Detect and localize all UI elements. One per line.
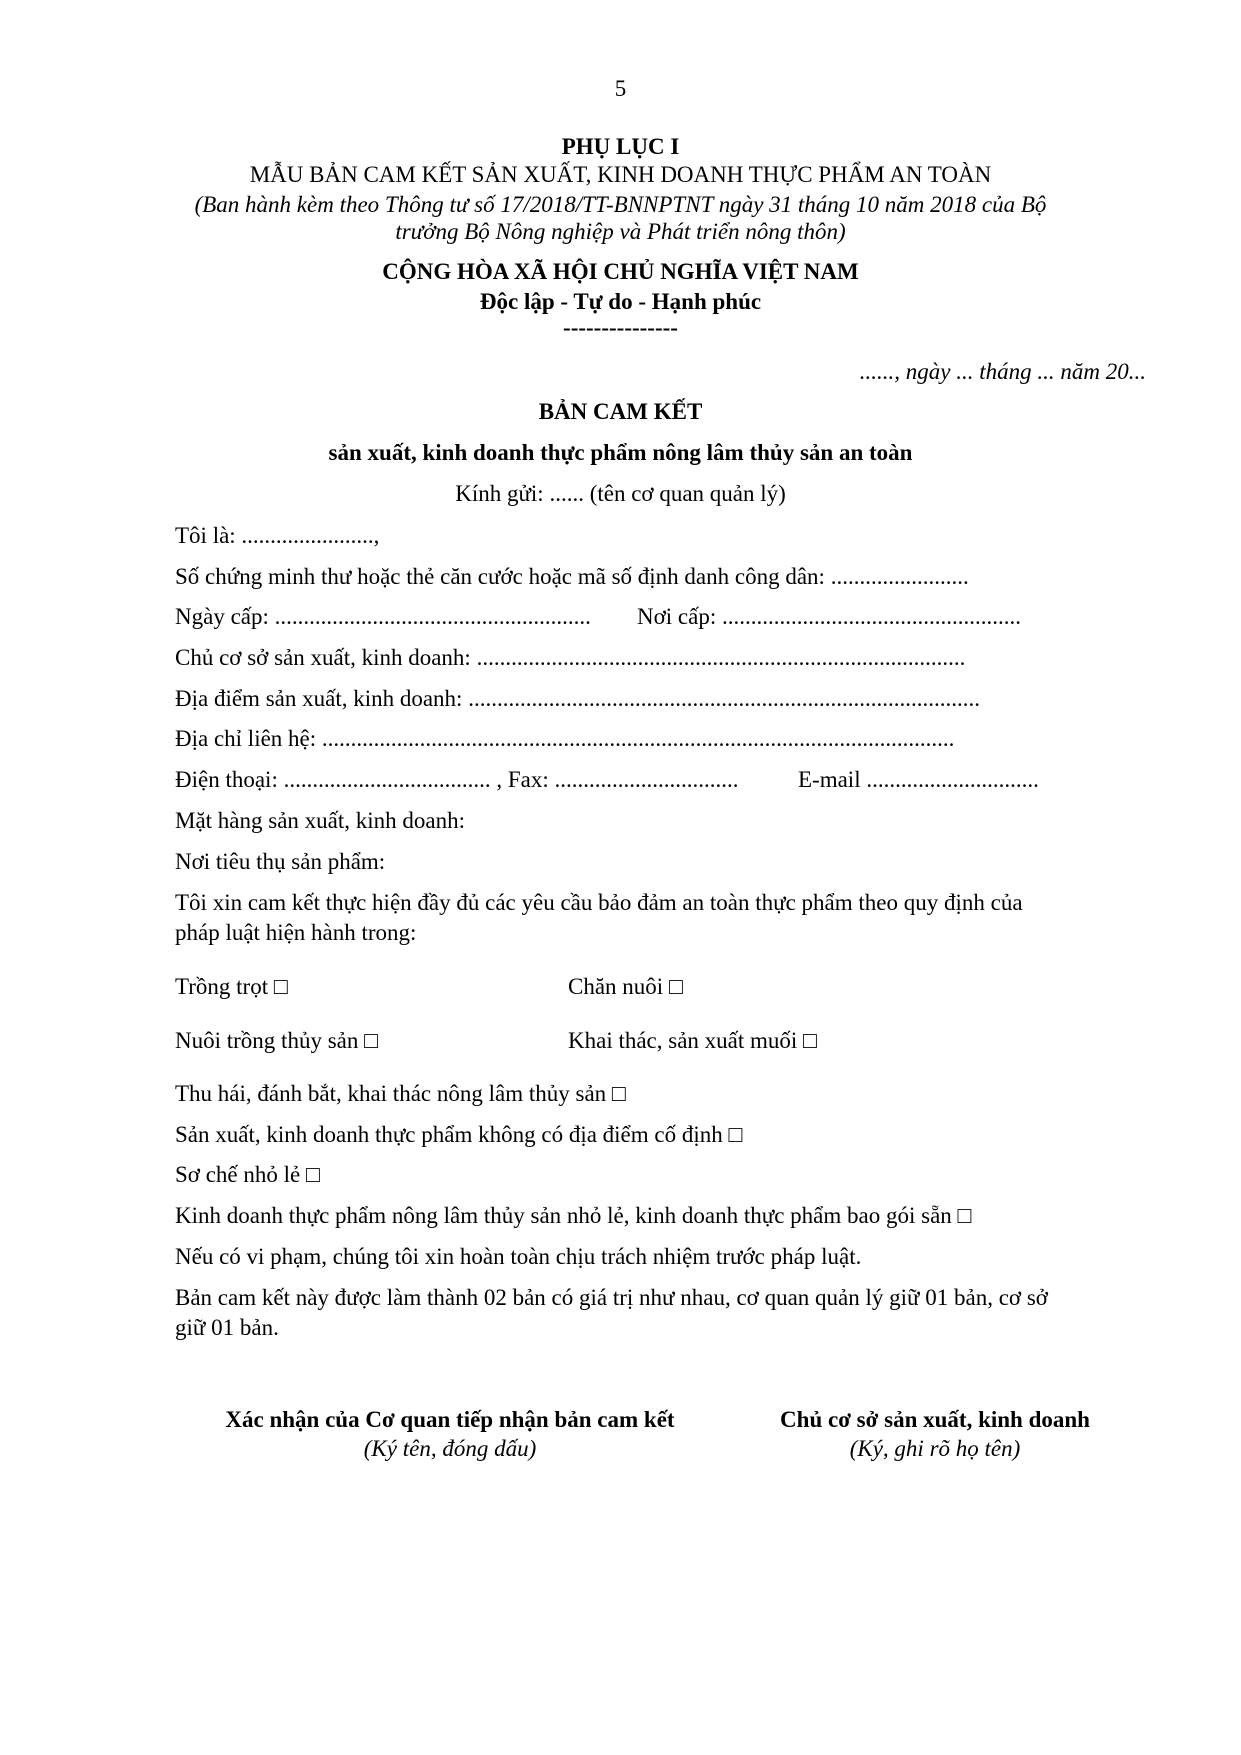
date-line: ......, ngày ... tháng ... năm 20... [859,359,1146,384]
field-owner: Chủ cơ sở sản xuất, kinh doanh: ..................................................................................... [175,645,966,670]
closing-copies-line1: Bản cam kết này được làm thành 02 bản có giá trị như nhau, cơ quan quản lý giữ 01 bản, cơ sở [175,1285,1048,1310]
field-phone: Điện thoại: .................................... , Fax: ................................ [175,767,739,792]
field-market: Nơi tiêu thụ sản phẩm: [175,849,386,874]
closing-copies-line2: giữ 01 bản. [175,1315,279,1340]
commitment-line2: pháp luật hiện hành trong: [175,920,417,945]
option-preprocess: Sơ chế nhỏ lẻ □ [175,1162,320,1187]
page-number: 5 [614,76,627,101]
appendix-subtitle: MẪU BẢN CAM KẾT SẢN XUẤT, KINH DOANH THỰC PHẨM AN TOÀN [249,162,992,187]
field-name: Tôi là: ......................., [175,523,380,548]
national-divider: --------------- [563,315,678,340]
signature-right-title: Chủ cơ sở sản xuất, kinh doanh [780,1407,1090,1432]
option-livestock: Chăn nuôi □ [568,974,683,999]
appendix-title: PHỤ LỤC I [561,134,680,159]
appendix-note-line1: (Ban hành kèm theo Thông tư số 17/2018/TT-BNNPTNT ngày 31 tháng 10 năm 2018 của Bộ [194,192,1047,217]
field-location: Địa điểm sản xuất, kinh doanh: ......................................................................................... [175,686,980,711]
option-retail: Kinh doanh thực phẩm nông lâm thủy sản nhỏ lẻ, kinh doanh thực phẩm bao gói sẵn □ [175,1203,972,1228]
signature-right-note: (Ký, ghi rõ họ tên) [849,1436,1021,1461]
field-email: E-mail .............................. [798,767,1039,792]
recipient: Kính gửi: ...... (tên cơ quan quản lý) [455,481,786,506]
signature-left-note: (Ký tên, đóng dấu) [363,1436,537,1461]
appendix-note-line2: trưởng Bộ Nông nghiệp và Phát triển nông thôn) [395,219,846,244]
field-id-number: Số chứng minh thư hoặc thẻ căn cước hoặc mã số định danh công dân: ........................ [175,564,969,589]
option-crop: Trồng trọt □ [175,974,288,999]
national-motto: Độc lập - Tự do - Hạnh phúc [479,289,762,314]
option-harvest: Thu hái, đánh bắt, khai thác nông lâm thủy sản □ [175,1081,626,1106]
field-products: Mặt hàng sản xuất, kinh doanh: [175,808,466,833]
document-subtitle: sản xuất, kinh doanh thực phẩm nông lâm thủy sản an toàn [328,440,913,465]
national-name: CỘNG HÒA XÃ HỘI CHỦ NGHĨA VIỆT NAM [382,259,859,284]
commitment-line1: Tôi xin cam kết thực hiện đầy đủ các yêu cầu bảo đảm an toàn thực phẩm theo quy định của [175,890,1023,915]
option-aquaculture: Nuôi trồng thủy sản □ [175,1028,378,1053]
field-address: Địa chỉ liên hệ: .............................................................................................................. [175,726,955,751]
closing-liability: Nếu có vi phạm, chúng tôi xin hoàn toàn chịu trách nhiệm trước pháp luật. [175,1244,862,1269]
option-salt: Khai thác, sản xuất muối □ [568,1028,817,1053]
option-mobile: Sản xuất, kinh doanh thực phẩm không có địa điểm cố định □ [175,1122,743,1147]
document-title: BẢN CAM KẾT [538,399,703,424]
field-issue-date: Ngày cấp: ....................................................... [175,604,591,629]
field-issue-place: Nơi cấp: .................................................... [637,604,1021,629]
signature-left-title: Xác nhận của Cơ quan tiếp nhận bản cam kết [225,1407,675,1432]
